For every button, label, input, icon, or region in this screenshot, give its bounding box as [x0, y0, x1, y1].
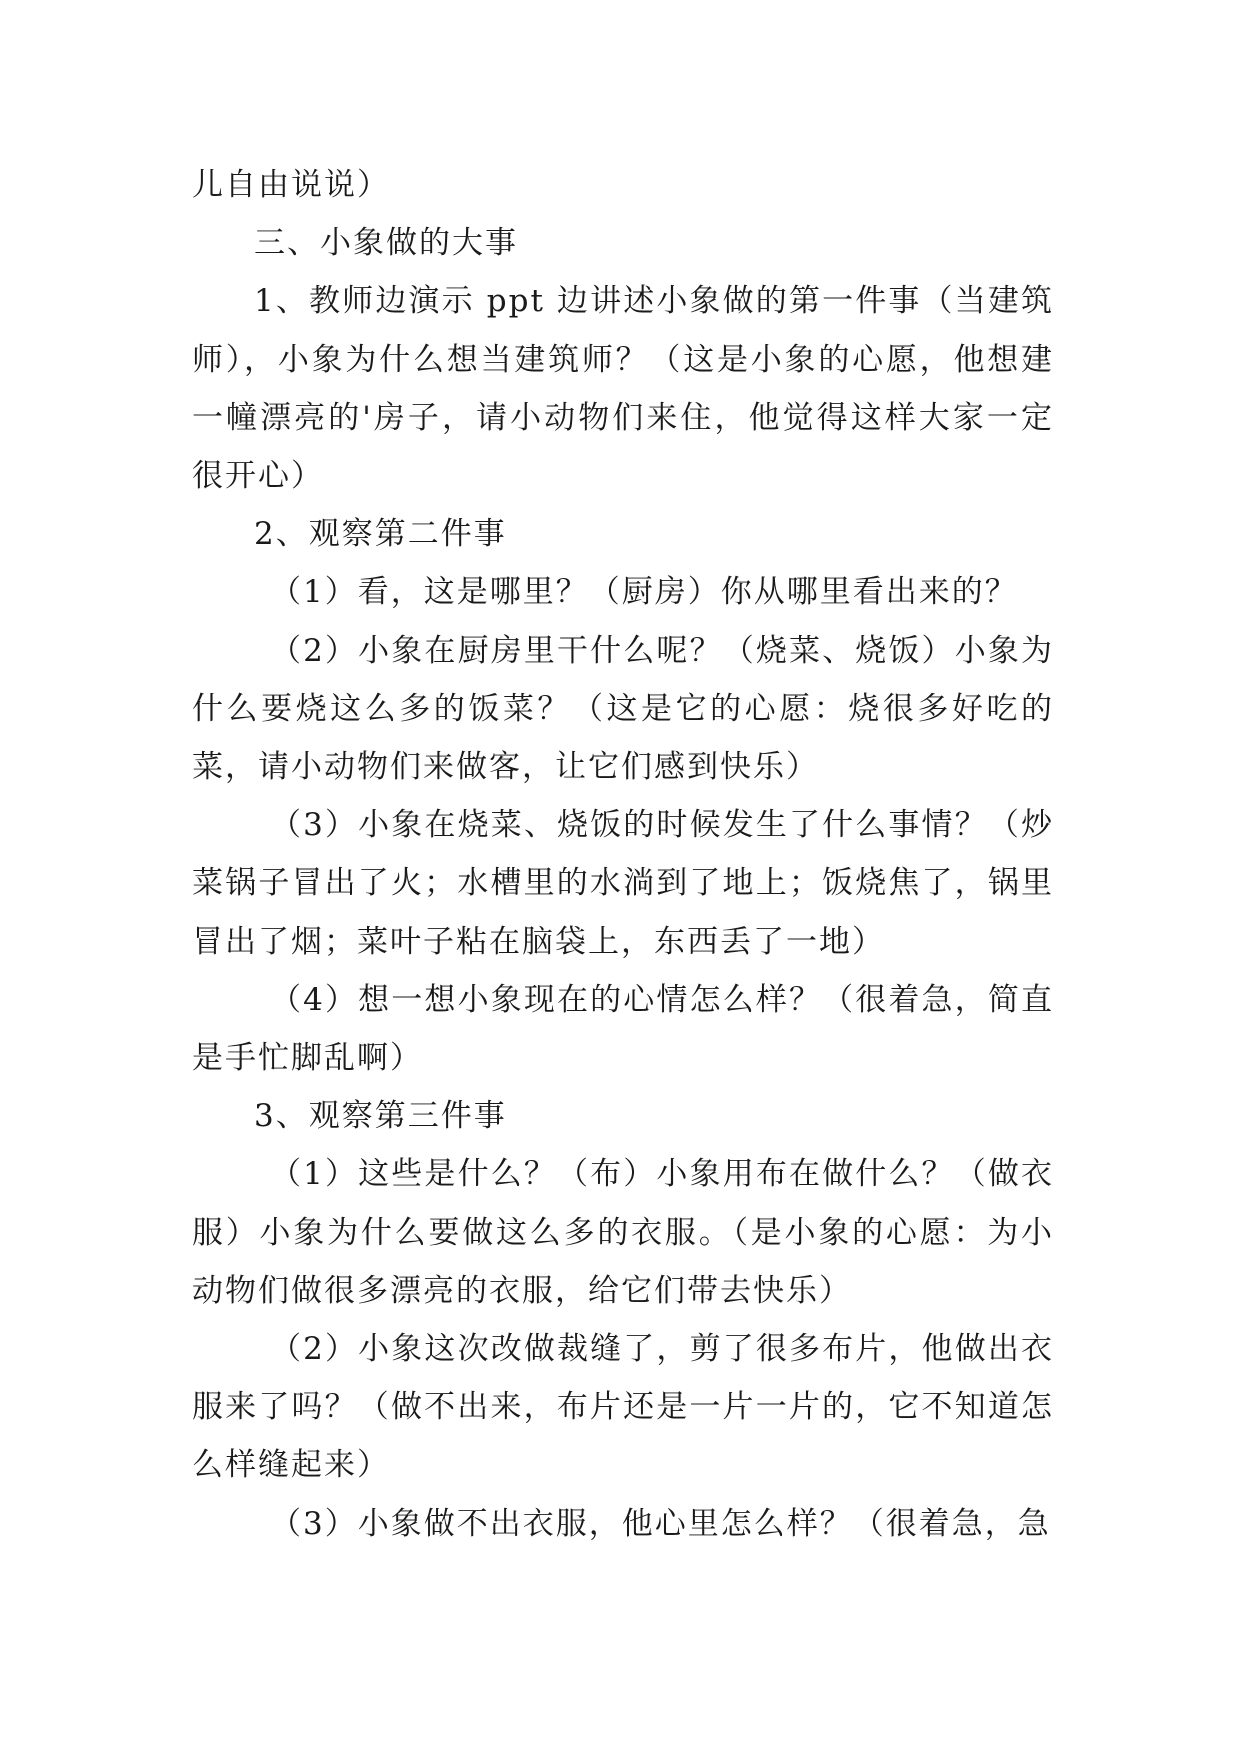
paragraph: （1）这些是什么？（布）小象用布在做什么？（做衣服）小象为什么要做这么多的衣服。（是小象的心愿：为小动物们做很多漂亮的衣服，给它们带去快乐） [192, 1156, 1054, 1309]
paragraph: （3）小象在烧菜、烧饭的时候发生了什么事情？（炒菜锅子冒出了火；水槽里的水淌到了地上；饭烧焦了，锅里冒出了烟；菜叶子粘在脑袋上，东西丢了一地） [192, 807, 1054, 960]
paragraph: （4）想一想小象现在的心情怎么样？（很着急，简直是手忙脚乱啊） [192, 981, 1054, 1077]
subsection-heading: 3、观察第三件事 [254, 1098, 507, 1135]
subsection-heading: 2、观察第二件事 [254, 516, 507, 553]
section-heading: 三、小象做的大事 [254, 225, 518, 262]
paragraph: （1）看，这是哪里？（厨房）你从哪里看出来的？ [270, 574, 1018, 611]
paragraph: 儿自由说说） [192, 167, 390, 203]
paragraph: （2）小象在厨房里干什么呢？（烧菜、烧饭）小象为什么要烧这么多的饭菜？（这是它的心愿：烧很多好吃的菜，请小动物们来做客，让它们感到快乐） [192, 632, 1054, 786]
document-body [192, 156, 1054, 1553]
paragraph: 1、教师边演示 ppt 边讲述小象做的第一件事（当建筑师），小象为什么想当建筑师？（这是小象的心愿，他想建一幢漂亮的'房子，请小动物们来住，他觉得这样大家一定很开心） [192, 283, 1054, 495]
paragraph: （3）小象做不出衣服，他心里怎么样？（很着急，急 [270, 1505, 1051, 1542]
paragraph: （2）小象这次改做裁缝了，剪了很多布片，他做出衣服来了吗？（做不出来，布片还是一片一片的，它不知道怎么样缝起来） [192, 1331, 1054, 1484]
